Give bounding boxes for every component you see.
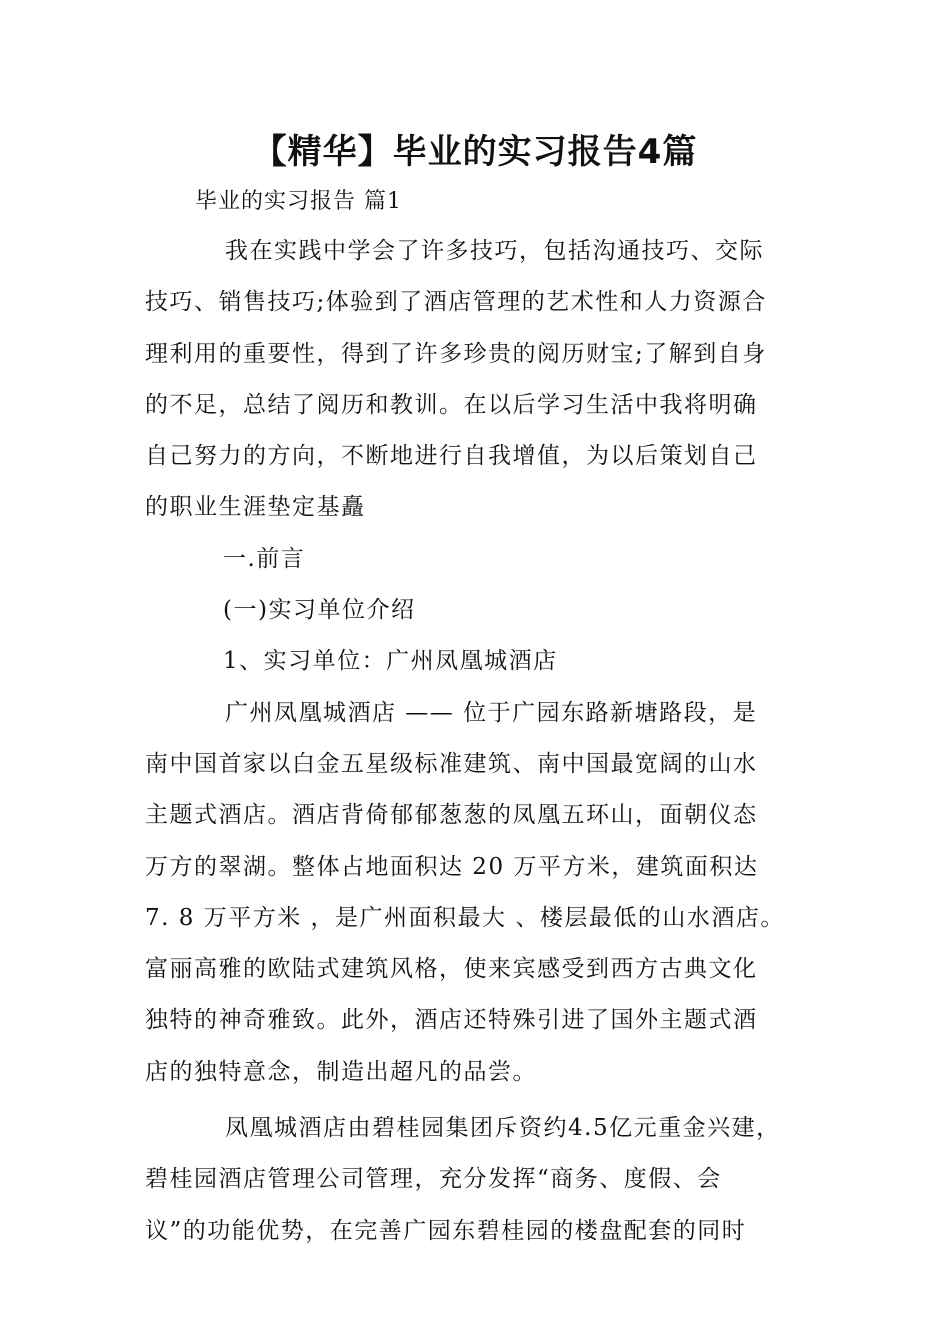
heading-unit-intro: (一)实习单位介绍 [223,597,416,624]
paragraph-line: 的不足，总结了阅历和教训。在以后学习生活中我将明确 [145,391,758,418]
paragraph-line: 议”的功能优势，在完善广园东碧桂园的楼盘配套的同时 [145,1217,747,1244]
paragraph-line: 自己努力的方向，不断地进行自我增值，为以后策划自己 [145,443,758,470]
paragraph-line: 主题式酒店。酒店背倚郁郁葱葱的凤凰五环山，面朝仪态 [145,802,758,829]
paragraph-line: 理利用的重要性，得到了许多珍贵的阅历财宝;了解到自身 [145,340,767,367]
paragraph-line: 我在实践中学会了许多技巧，包括沟通技巧、交际 [225,238,764,264]
section-heading: 毕业的实习报告 篇1 [195,189,402,214]
paragraph-line: 技巧、销售技巧;体验到了酒店管理的艺术性和人力资源合 [145,289,767,316]
paragraph-line: 广州凤凰城酒店 —— 位于广园东路新塘路段，是 [225,699,758,726]
paragraph-line: 南中国首家以白金五星级标准建筑、南中国最宽阔的山水 [145,750,758,777]
paragraph-line: 凤凰城酒店由碧桂园集团斥资约4.5亿元重金兴建， [225,1115,781,1142]
paragraph-line: 的职业生涯垫定基矗 [145,494,366,521]
paragraph-line: 独特的神奇雅致。此外，酒店还特殊引进了国外主题式酒 [145,1007,758,1034]
heading-unit-name: 1、实习单位：广州凤凰城酒店 [223,648,558,675]
paragraph-line: 7. 8 万平方米 ，是广州面积最大 、楼层最低的山水酒店。 [145,904,785,931]
document-body [145,230,815,1261]
paragraph-line: 万方的翠湖。整体占地面积达 20 万平方米，建筑面积达 [145,853,759,880]
paragraph-line: 店的独特意念，制造出超凡的品尝。 [145,1058,537,1085]
paragraph-line: 富丽高雅的欧陆式建筑风格，使来宾感受到西方古典文化 [145,956,758,983]
paragraph-line: 碧桂园酒店管理公司管理，充分发挥“商务、度假、会 [145,1166,722,1193]
document-title: 【精华】毕业的实习报告4篇 [252,132,698,172]
heading-preface: 一.前言 [223,545,306,572]
